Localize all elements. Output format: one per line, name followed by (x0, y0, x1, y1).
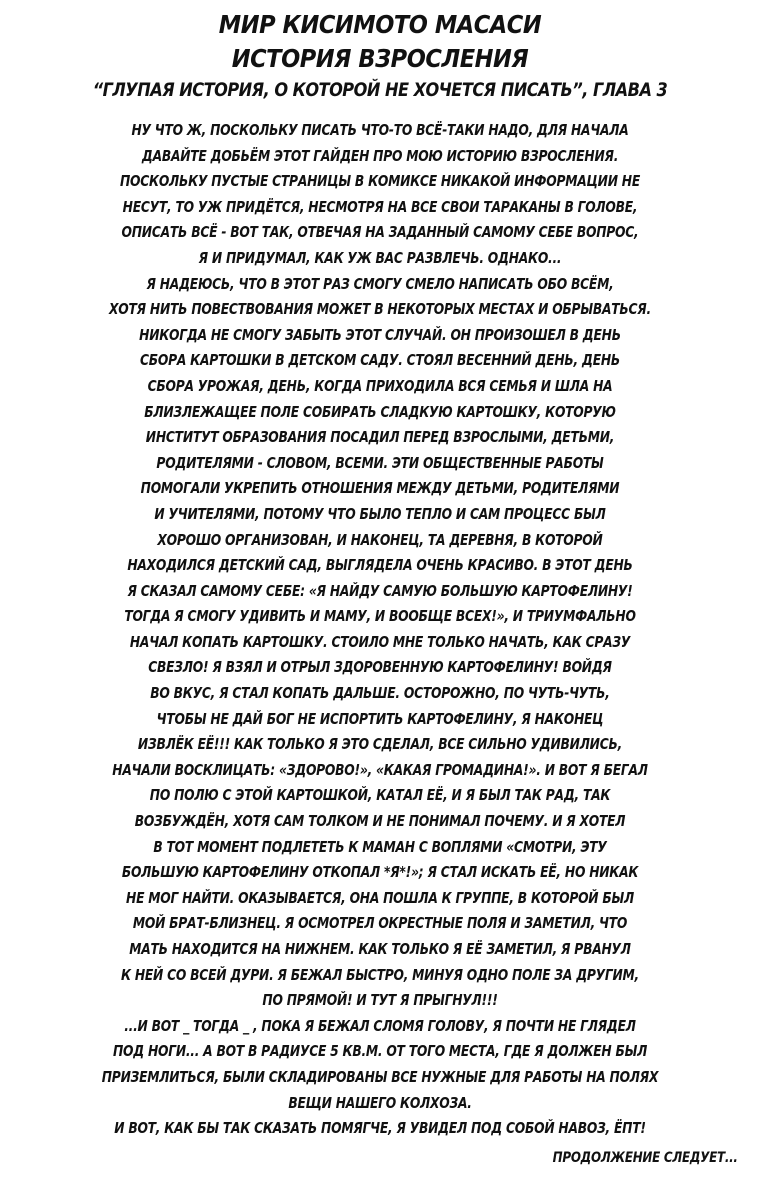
story-line: НАХОДИЛСЯ ДЕТСКИЙ САД, ВЫГЛЯДЕЛА ОЧЕНЬ КРАСИВО. В ЭТОТ ДЕНЬ (127, 556, 633, 575)
title-block (0, 8, 760, 104)
story-line: ПО ПОЛЮ С ЭТОЙ КАРТОШКОЙ, КАТАЛ ЕЁ, И Я БЫЛ ТАК РАД, ТАК (149, 786, 611, 805)
story-line: СВЕЗЛО! Я ВЗЯЛ И ОТРЫЛ ЗДОРОВЕННУЮ КАРТОФЕЛИНУ! ВОЙДЯ (148, 658, 612, 677)
story-line: ПОД НОГИ... А ВОТ В РАДИУСЕ 5 КВ.М. ОТ ТОГО МЕСТА, ГДЕ Я ДОЛЖЕН БЫЛ (112, 1042, 648, 1061)
story-line: БЛИЗЛЕЖАЩЕЕ ПОЛЕ СОБИРАТЬ СЛАДКУЮ КАРТОШКУ, КОТОРУЮ (144, 402, 616, 421)
page-title-second-line: ИСТОРИЯ ВЗРОСЛЕНИЯ (231, 44, 529, 73)
story-line: МОЙ БРАТ-БЛИЗНЕЦ. Я ОСМОТРЕЛ ОКРЕСТНЫЕ ПОЛЯ И ЗАМЕТИЛ, ЧТО (132, 914, 628, 933)
story-line: СБОРА УРОЖАЯ, ДЕНЬ, КОГДА ПРИХОДИЛА ВСЯ СЕМЬЯ И ШЛА НА (147, 376, 613, 395)
story-line: НЕСУТ, ТО УЖ ПРИДЁТСЯ, НЕСМОТРЯ НА ВСЕ СВОИ ТАРАКАНЫ В ГОЛОВЕ, (122, 197, 638, 216)
story-line: ВЕЩИ НАШЕГО КОЛХОЗА. (288, 1093, 472, 1112)
chapter-subtitle: “ГЛУПАЯ ИСТОРИЯ, О КОТОРОЙ НЕ ХОЧЕТСЯ ПИСАТЬ”, ГЛАВА 3 (92, 79, 668, 101)
story-line: НАЧАЛИ ВОСКЛИЦАТЬ: «ЗДОРОВО!», «КАКАЯ ГРОМАДИНА!». И ВОТ Я БЕГАЛ (112, 760, 648, 779)
story-line: И ВОТ, КАК БЫ ТАК СКАЗАТЬ ПОМЯГЧЕ, Я УВИДЕЛ ПОД СОБОЙ НАВОЗ, ЁПТ! (114, 1119, 646, 1138)
story-line: ХОРОШО ОРГАНИЗОВАН, И НАКОНЕЦ, ТА ДЕРЕВНЯ, В КОТОРОЙ (157, 530, 603, 549)
story-line: МАТЬ НАХОДИТСЯ НА НИЖНЕМ. КАК ТОЛЬКО Я ЕЁ ЗАМЕТИЛ, Я РВАНУЛ (129, 940, 631, 958)
story-line: ПО ПРЯМОЙ! И ТУТ Я ПРЫГНУЛ!!! (262, 991, 498, 1010)
story-line: ВОЗБУЖДЁН, ХОТЯ САМ ТОЛКОМ И НЕ ПОНИМАЛ ПОЧЕМУ. И Я ХОТЕЛ (134, 812, 626, 831)
story-line: ИНСТИТУТ ОБРАЗОВАНИЯ ПОСАДИЛ ПЕРЕД ВЗРОСЛЫМИ, ДЕТЬМИ, (145, 428, 615, 447)
story-line: НУ ЧТО Ж, ПОСКОЛЬКУ ПИСАТЬ ЧТО-ТО ВСЁ-ТАКИ НАДО, ДЛЯ НАЧАЛА (131, 121, 629, 139)
story-line: Я НАДЕЮСЬ, ЧТО В ЭТОТ РАЗ СМОГУ СМЕЛО НАПИСАТЬ ОБО ВСЁМ, (146, 274, 614, 293)
to-be-continued-note: ПРОДОЛЖЕНИЕ СЛЕДУЕТ... (552, 1150, 738, 1166)
story-line: ТОГДА Я СМОГУ УДИВИТЬ И МАМУ, И ВООБЩЕ ВСЕХ!», И ТРИУМФАЛЬНО (124, 607, 636, 626)
story-text (6, 118, 754, 1142)
story-line: ИЗВЛЁК ЕЁ!!! КАК ТОЛЬКО Я ЭТО СДЕЛАЛ, ВСЕ СИЛЬНО УДИВИЛИСЬ, (137, 735, 623, 754)
story-line: ЧТОБЫ НЕ ДАЙ БОГ НЕ ИСПОРТИТЬ КАРТОФЕЛИНУ, Я НАКОНЕЦ (156, 709, 604, 728)
story-line: ХОТЯ НИТЬ ПОВЕСТВОВАНИЯ МОЖЕТ В НЕКОТОРЫХ МЕСТАХ И ОБРЫВАТЬСЯ. (109, 300, 651, 319)
story-line: ВО ВКУС, Я СТАЛ КОПАТЬ ДАЛЬШЕ. ОСТОРОЖНО, ПО ЧУТЬ-ЧУТЬ, (150, 684, 610, 703)
story-line: ПОМОГАЛИ УКРЕПИТЬ ОТНОШЕНИЯ МЕЖДУ ДЕТЬМИ, РОДИТЕЛЯМИ (140, 479, 620, 498)
story-line: ОПИСАТЬ ВСЁ - ВОТ ТАК, ОТВЕЧАЯ НА ЗАДАННЫЙ САМОМУ СЕБЕ ВОПРОС, (121, 223, 639, 242)
story-line: БОЛЬШУЮ КАРТОФЕЛИНУ ОТКОПАЛ *Я*!»; Я СТАЛ ИСКАТЬ ЕЁ, НО НИКАК (121, 863, 639, 882)
story-line: НАЧАЛ КОПАТЬ КАРТОШКУ. СТОИЛО МНЕ ТОЛЬКО НАЧАТЬ, КАК СРАЗУ (129, 632, 631, 651)
story-line: ...И ВОТ _ ТОГДА _ , ПОКА Я БЕЖАЛ СЛОМЯ ГОЛОВУ, Я ПОЧТИ НЕ ГЛЯДЕЛ (124, 1016, 636, 1035)
page-title: МИР КИСИМОТО МАСАСИ (218, 10, 542, 39)
story-line: И УЧИТЕЛЯМИ, ПОТОМУ ЧТО БЫЛО ТЕПЛО И САМ ПРОЦЕСС БЫЛ (154, 504, 606, 523)
story-line: Я И ПРИДУМАЛ, КАК УЖ ВАС РАЗВЛЕЧЬ. ОДНАКО... (198, 248, 562, 267)
story-line: РОДИТЕЛЯМИ - СЛОВОМ, ВСЕМИ. ЭТИ ОБЩЕСТВЕННЫЕ РАБОТЫ (156, 453, 604, 472)
story-line: К НЕЙ СО ВСЕЙ ДУРИ. Я БЕЖАЛ БЫСТРО, МИНУЯ ОДНО ПОЛЕ ЗА ДРУГИМ, (121, 965, 639, 984)
story-line: НИКОГДА НЕ СМОГУ ЗАБЫТЬ ЭТОТ СЛУЧАЙ. ОН ПРОИЗОШЕЛ В ДЕНЬ (139, 325, 621, 344)
story-line: НЕ МОГ НАЙТИ. ОКАЗЫВАЕТСЯ, ОНА ПОШЛА К ГРУППЕ, В КОТОРОЙ БЫЛ (126, 888, 634, 907)
story-line: ПРИЗЕМЛИТЬСЯ, БЫЛИ СКЛАДИРОВАНЫ ВСЕ НУЖНЫЕ ДЛЯ РАБОТЫ НА ПОЛЯХ (101, 1067, 659, 1086)
story-line: ДАВАЙТЕ ДОБЬЁМ ЭТОТ ГАЙДЕН ПРО МОЮ ИСТОРИЮ ВЗРОСЛЕНИЯ. (141, 146, 619, 165)
story-line: Я СКАЗАЛ САМОМУ СЕБЕ: «Я НАЙДУ САМУЮ БОЛЬШУЮ КАРТОФЕЛИНУ! (127, 581, 633, 600)
story-line: ПОСКОЛЬКУ ПУСТЫЕ СТРАНИЦЫ В КОМИКСЕ НИКАКОЙ ИНФОРМАЦИИ НЕ (119, 172, 640, 191)
story-line: В ТОТ МОМЕНТ ПОДЛЕТЕТЬ К МАМАН С ВОПЛЯМИ «СМОТРИ, ЭТУ (153, 837, 607, 856)
story-line: СБОРА КАРТОШКИ В ДЕТСКОМ САДУ. СТОЯЛ ВЕСЕННИЙ ДЕНЬ, ДЕНЬ (139, 351, 621, 370)
